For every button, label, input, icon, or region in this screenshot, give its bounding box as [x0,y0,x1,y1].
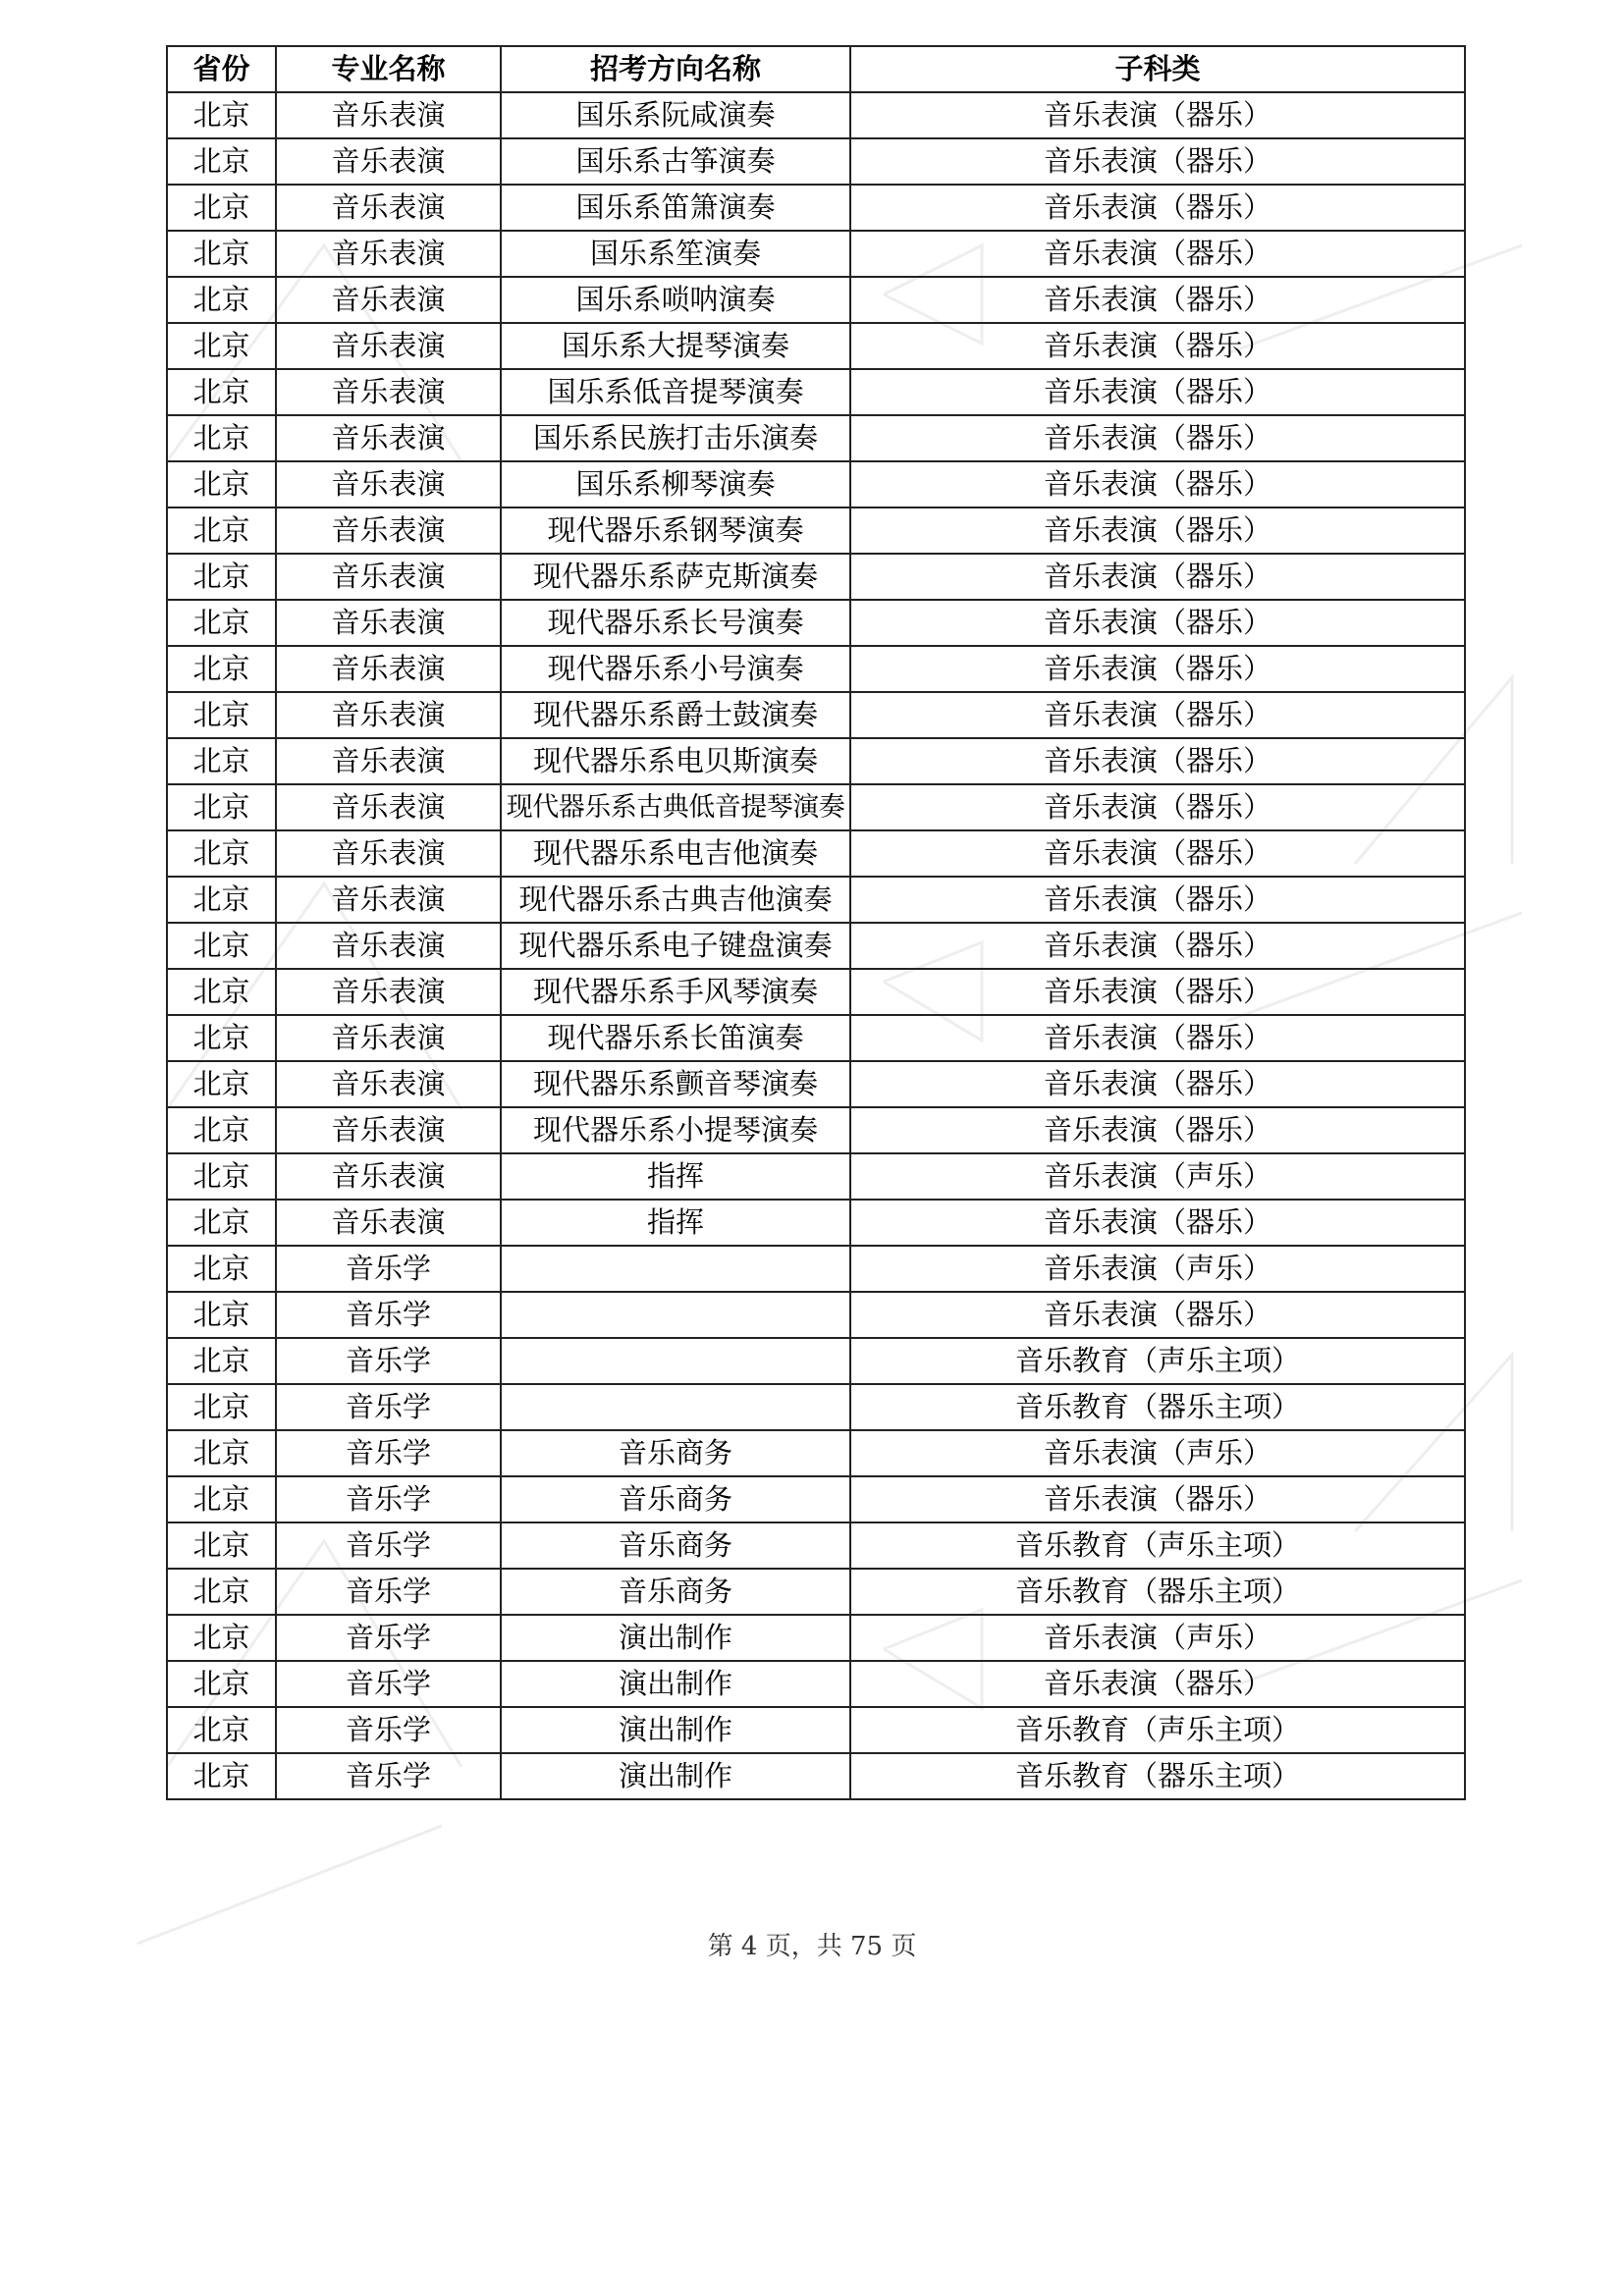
cell-major-name: 音乐表演 [276,1107,501,1153]
cell-direction-name: 音乐商务 [501,1476,850,1522]
cell-major-name: 音乐表演 [276,830,501,877]
cell-direction-name: 国乐系笛箫演奏 [501,185,850,231]
cell-province: 北京 [167,1246,276,1292]
cell-major-name: 音乐表演 [276,277,501,323]
cell-subcategory: 音乐表演（器乐） [850,1015,1465,1061]
cell-major-name: 音乐表演 [276,185,501,231]
cell-subcategory: 音乐表演（器乐） [850,1292,1465,1338]
cell-direction-name: 音乐商务 [501,1522,850,1569]
cell-major-name: 音乐表演 [276,923,501,969]
cell-subcategory: 音乐表演（器乐） [850,1061,1465,1107]
cell-direction-name: 国乐系民族打击乐演奏 [501,415,850,461]
table-row [167,92,1465,138]
cell-province: 北京 [167,461,276,507]
cell-province: 北京 [167,923,276,969]
cell-direction-name: 现代器乐系古典吉他演奏 [501,877,850,923]
table-row [167,646,1465,692]
header-subcategory: 子科类 [850,46,1465,92]
cell-direction-name: 现代器乐系钢琴演奏 [501,507,850,554]
cell-major-name: 音乐表演 [276,369,501,415]
cell-province: 北京 [167,1476,276,1522]
cell-province: 北京 [167,692,276,738]
cell-subcategory: 音乐表演（器乐） [850,1476,1465,1522]
table-row [167,877,1465,923]
cell-province: 北京 [167,1707,276,1753]
cell-major-name: 音乐学 [276,1476,501,1522]
table-row [167,1615,1465,1661]
cell-province: 北京 [167,1522,276,1569]
table-row [167,692,1465,738]
cell-direction-name: 现代器乐系手风琴演奏 [501,969,850,1015]
cell-subcategory: 音乐表演（器乐） [850,923,1465,969]
cell-major-name: 音乐学 [276,1569,501,1615]
cell-subcategory: 音乐教育（声乐主项） [850,1338,1465,1384]
cell-major-name: 音乐表演 [276,1153,501,1200]
table-row [167,277,1465,323]
cell-direction-name: 现代器乐系萨克斯演奏 [501,554,850,600]
cell-province: 北京 [167,1200,276,1246]
cell-direction-name: 演出制作 [501,1661,850,1707]
table-row [167,784,1465,830]
table-row [167,1246,1465,1292]
cell-subcategory: 音乐表演（器乐） [850,646,1465,692]
cell-subcategory: 音乐教育（器乐主项） [850,1384,1465,1430]
cell-direction-name: 音乐商务 [501,1430,850,1476]
cell-major-name: 音乐表演 [276,1061,501,1107]
cell-province: 北京 [167,600,276,646]
cell-direction-name [501,1292,850,1338]
cell-major-name: 音乐表演 [276,507,501,554]
cell-subcategory: 音乐教育（声乐主项） [850,1522,1465,1569]
cell-subcategory: 音乐表演（器乐） [850,969,1465,1015]
cell-major-name: 音乐学 [276,1707,501,1753]
cell-direction-name: 演出制作 [501,1753,850,1799]
cell-direction-name: 现代器乐系爵士鼓演奏 [501,692,850,738]
cell-direction-name: 音乐商务 [501,1569,850,1615]
cell-major-name: 音乐表演 [276,692,501,738]
table-row [167,323,1465,369]
cell-subcategory: 音乐表演（器乐） [850,877,1465,923]
table-row [167,1476,1465,1522]
cell-direction-name: 国乐系大提琴演奏 [501,323,850,369]
cell-major-name: 音乐表演 [276,1200,501,1246]
cell-major-name: 音乐表演 [276,738,501,784]
table-row [167,1200,1465,1246]
cell-direction-name: 指挥 [501,1153,850,1200]
cell-province: 北京 [167,323,276,369]
table-row [167,185,1465,231]
table-row [167,1107,1465,1153]
cell-direction-name: 国乐系笙演奏 [501,231,850,277]
cell-direction-name: 演出制作 [501,1615,850,1661]
cell-direction-name: 现代器乐系长号演奏 [501,600,850,646]
cell-major-name: 音乐表演 [276,323,501,369]
cell-province: 北京 [167,1384,276,1430]
cell-subcategory: 音乐表演（器乐） [850,784,1465,830]
cell-subcategory: 音乐表演（声乐） [850,1430,1465,1476]
table-row [167,1015,1465,1061]
cell-province: 北京 [167,1107,276,1153]
cell-major-name: 音乐表演 [276,461,501,507]
cell-subcategory: 音乐表演（器乐） [850,830,1465,877]
cell-subcategory: 音乐表演（器乐） [850,1107,1465,1153]
table-row [167,830,1465,877]
cell-major-name: 音乐表演 [276,600,501,646]
table-row [167,923,1465,969]
cell-province: 北京 [167,877,276,923]
table-row [167,1707,1465,1753]
cell-province: 北京 [167,185,276,231]
cell-subcategory: 音乐表演（器乐） [850,1200,1465,1246]
cell-province: 北京 [167,277,276,323]
table-row [167,461,1465,507]
cell-direction-name [501,1338,850,1384]
cell-major-name: 音乐表演 [276,646,501,692]
cell-subcategory: 音乐表演（声乐） [850,1153,1465,1200]
table-row [167,1753,1465,1799]
header-province: 省份 [167,46,276,92]
cell-subcategory: 音乐教育（器乐主项） [850,1569,1465,1615]
cell-major-name: 音乐学 [276,1292,501,1338]
cell-direction-name: 国乐系低音提琴演奏 [501,369,850,415]
cell-province: 北京 [167,1661,276,1707]
table-row [167,738,1465,784]
cell-direction-name: 国乐系古筝演奏 [501,138,850,185]
cell-direction-name: 演出制作 [501,1707,850,1753]
cell-subcategory: 音乐表演（器乐） [850,138,1465,185]
cell-province: 北京 [167,646,276,692]
cell-subcategory: 音乐教育（器乐主项） [850,1753,1465,1799]
cell-major-name: 音乐表演 [276,969,501,1015]
table-row [167,1061,1465,1107]
cell-province: 北京 [167,1061,276,1107]
cell-subcategory: 音乐表演（器乐） [850,738,1465,784]
cell-subcategory: 音乐表演（器乐） [850,692,1465,738]
cell-province: 北京 [167,830,276,877]
enrollment-table [166,45,1466,1800]
cell-subcategory: 音乐表演（器乐） [850,92,1465,138]
cell-major-name: 音乐学 [276,1384,501,1430]
header-direction-name: 招考方向名称 [501,46,850,92]
header-major-name: 专业名称 [276,46,501,92]
cell-province: 北京 [167,1338,276,1384]
table-row [167,369,1465,415]
cell-major-name: 音乐学 [276,1753,501,1799]
table-row [167,231,1465,277]
cell-subcategory: 音乐表演（器乐） [850,369,1465,415]
cell-province: 北京 [167,1015,276,1061]
cell-subcategory: 音乐表演（器乐） [850,185,1465,231]
cell-subcategory: 音乐表演（器乐） [850,507,1465,554]
cell-province: 北京 [167,369,276,415]
cell-major-name: 音乐表演 [276,415,501,461]
cell-major-name: 音乐表演 [276,231,501,277]
cell-subcategory: 音乐教育（声乐主项） [850,1707,1465,1753]
table-row [167,1384,1465,1430]
cell-direction-name: 国乐系柳琴演奏 [501,461,850,507]
table-row [167,1430,1465,1476]
cell-direction-name: 现代器乐系古典低音提琴演奏 [501,784,850,830]
cell-province: 北京 [167,1753,276,1799]
cell-province: 北京 [167,1292,276,1338]
cell-major-name: 音乐学 [276,1338,501,1384]
cell-direction-name [501,1246,850,1292]
cell-province: 北京 [167,415,276,461]
cell-province: 北京 [167,738,276,784]
page-number-footer: 第 4 页，共 75 页 [707,1932,917,1961]
cell-province: 北京 [167,784,276,830]
cell-province: 北京 [167,138,276,185]
table-row [167,138,1465,185]
cell-province: 北京 [167,231,276,277]
cell-province: 北京 [167,1430,276,1476]
cell-direction-name: 现代器乐系小号演奏 [501,646,850,692]
table-row [167,1569,1465,1615]
table-row [167,600,1465,646]
cell-direction-name: 国乐系阮咸演奏 [501,92,850,138]
cell-province: 北京 [167,554,276,600]
table-row [167,1292,1465,1338]
cell-major-name: 音乐学 [276,1522,501,1569]
cell-subcategory: 音乐表演（声乐） [850,1246,1465,1292]
cell-major-name: 音乐表演 [276,877,501,923]
cell-province: 北京 [167,1569,276,1615]
cell-province: 北京 [167,507,276,554]
cell-direction-name: 现代器乐系颤音琴演奏 [501,1061,850,1107]
cell-subcategory: 音乐表演（器乐） [850,323,1465,369]
table-row [167,1522,1465,1569]
table-row [167,1338,1465,1384]
table-row [167,554,1465,600]
cell-direction-name: 现代器乐系电子键盘演奏 [501,923,850,969]
cell-direction-name: 现代器乐系小提琴演奏 [501,1107,850,1153]
cell-subcategory: 音乐表演（器乐） [850,600,1465,646]
cell-major-name: 音乐表演 [276,784,501,830]
cell-major-name: 音乐表演 [276,92,501,138]
cell-direction-name: 现代器乐系电贝斯演奏 [501,738,850,784]
cell-province: 北京 [167,1153,276,1200]
cell-subcategory: 音乐表演（器乐） [850,1661,1465,1707]
table-row [167,969,1465,1015]
table-row [167,1661,1465,1707]
cell-province: 北京 [167,92,276,138]
cell-major-name: 音乐学 [276,1246,501,1292]
cell-subcategory: 音乐表演（器乐） [850,231,1465,277]
cell-direction-name: 现代器乐系电吉他演奏 [501,830,850,877]
cell-major-name: 音乐表演 [276,554,501,600]
table-body [167,92,1465,1799]
cell-major-name: 音乐学 [276,1661,501,1707]
table-row [167,507,1465,554]
cell-subcategory: 音乐表演（器乐） [850,461,1465,507]
cell-province: 北京 [167,1615,276,1661]
cell-major-name: 音乐表演 [276,138,501,185]
cell-direction-name: 现代器乐系长笛演奏 [501,1015,850,1061]
cell-direction-name: 国乐系唢呐演奏 [501,277,850,323]
cell-major-name: 音乐学 [276,1615,501,1661]
table-header-row [167,46,1465,92]
table-row [167,415,1465,461]
cell-direction-name [501,1384,850,1430]
cell-direction-name: 指挥 [501,1200,850,1246]
cell-subcategory: 音乐表演（器乐） [850,415,1465,461]
cell-subcategory: 音乐表演（器乐） [850,277,1465,323]
cell-major-name: 音乐学 [276,1430,501,1476]
cell-major-name: 音乐表演 [276,1015,501,1061]
cell-subcategory: 音乐表演（声乐） [850,1615,1465,1661]
cell-province: 北京 [167,969,276,1015]
table-row [167,1153,1465,1200]
cell-subcategory: 音乐表演（器乐） [850,554,1465,600]
